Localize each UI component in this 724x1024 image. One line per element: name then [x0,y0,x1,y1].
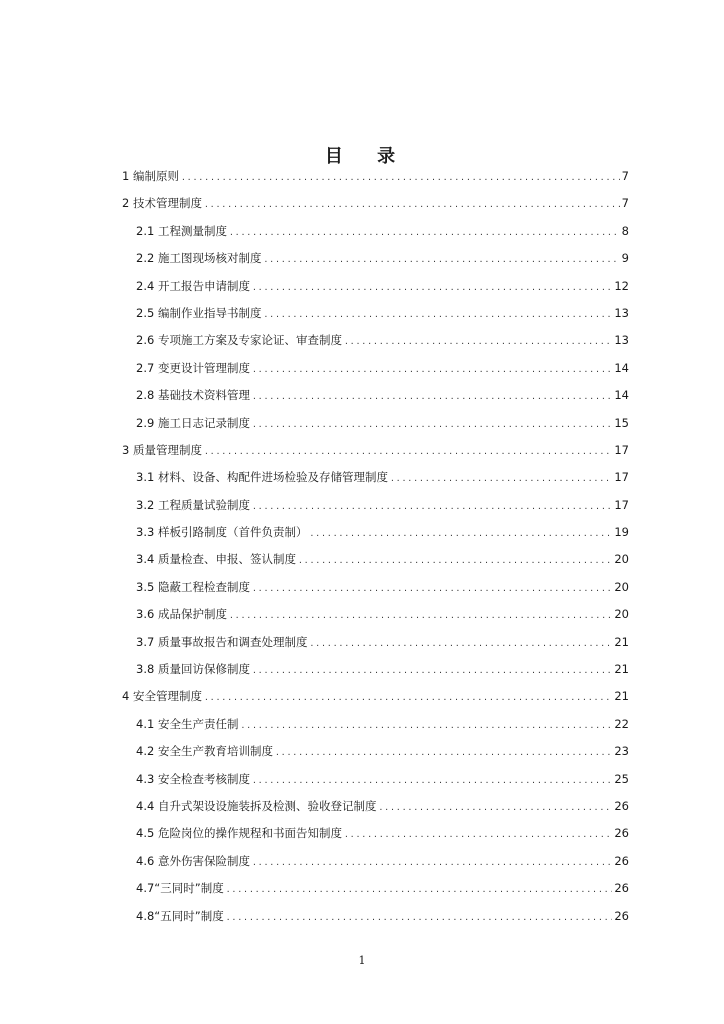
toc-entry-page: 17 [614,497,629,512]
toc-leader-dots [226,885,613,894]
toc-entry-label: 4.3 安全检查考核制度 [136,771,250,786]
toc-entry-label: 3.4 质量检查、申报、签认制度 [136,552,296,567]
toc-entry-label: 4 安全管理制度 [122,689,202,704]
toc-entry-label: 2.2 施工图现场核对制度 [136,251,262,266]
toc-entry[interactable] [122,908,629,935]
toc-entry-label: 2.8 基础技术资料管理 [136,388,250,403]
toc-entry[interactable] [122,771,629,798]
toc-entry-label: 4.1 安全生产责任制 [136,716,239,731]
toc-entry[interactable] [122,825,629,852]
toc-entry[interactable] [122,497,629,524]
toc-entry[interactable] [122,250,629,277]
toc-entry-page: 7 [621,196,629,211]
toc-leader-dots [309,639,612,648]
toc-entry-page: 26 [614,798,629,813]
toc-entry[interactable] [122,195,629,222]
toc-entry[interactable] [122,688,629,715]
toc-entry-page: 26 [614,826,629,841]
toc-leader-dots [252,584,612,593]
toc-entry[interactable] [122,661,629,688]
toc-leader-dots [240,721,612,730]
toc-entry[interactable] [122,524,629,551]
toc-entry-page: 26 [614,881,629,896]
toc-entry-page: 20 [614,579,629,594]
toc-entry-page: 25 [614,771,629,786]
toc-entry-page: 26 [614,853,629,868]
toc-entry-label: 3 质量管理制度 [122,442,202,457]
toc-leader-dots [344,830,612,839]
toc-entry-page: 21 [614,689,629,704]
toc-leader-dots [309,529,612,538]
toc-entry-page: 17 [614,442,629,457]
toc-leader-dots [252,502,612,511]
toc-entry-label: 2.6 专项施工方案及专家论证、审查制度 [136,333,342,348]
toc-leader-dots [204,447,612,456]
toc-entry-page: 20 [614,552,629,567]
toc-entry[interactable] [122,634,629,661]
toc-entry-label: 3.1 材料、设备、构配件进场检验及存储管理制度 [136,470,388,485]
toc-entry-page: 26 [614,908,629,923]
toc-entry-page: 8 [621,223,629,238]
toc-entry[interactable] [122,332,629,359]
toc-entry-page: 20 [614,607,629,622]
toc-leader-dots [229,228,620,237]
toc-entry[interactable] [122,880,629,907]
toc-entry-label: 1 编制原则 [122,169,179,183]
toc-entry-page: 22 [614,716,629,731]
toc-leader-dots [204,200,620,209]
toc-leader-dots [252,365,612,374]
table-of-contents [122,168,629,935]
toc-entry-page: 9 [621,251,629,266]
toc-entry[interactable] [122,387,629,414]
toc-entry-label: 3.8 质量回访保修制度 [136,662,250,677]
toc-leader-dots [263,255,619,264]
toc-entry-label: 4.2 安全生产教育培训制度 [136,744,273,759]
toc-leader-dots [390,474,612,483]
toc-leader-dots [204,693,612,702]
toc-entry-label: 4.7“三同时”制度 [136,881,224,896]
toc-entry-page: 23 [614,744,629,759]
toc-entry-label: 3.7 质量事故报告和调查处理制度 [136,634,308,649]
toc-entry-page: 19 [614,525,629,540]
toc-entry-label: 3.3 样板引路制度（首件负责制） [136,525,308,540]
toc-entry-label: 3.6 成品保护制度 [136,607,227,622]
toc-entry-page: 21 [614,634,629,649]
toc-entry[interactable] [122,360,629,387]
toc-entry[interactable] [122,278,629,305]
toc-entry-page: 13 [614,305,629,320]
toc-entry-page: 21 [614,662,629,677]
toc-entry-label: 2.5 编制作业指导书制度 [136,305,262,320]
toc-entry-label: 2.9 施工日志记录制度 [136,415,250,430]
toc-entry-label: 3.2 工程质量试验制度 [136,497,250,512]
toc-entry-label: 4.6 意外伤害保险制度 [136,853,250,868]
toc-entry[interactable] [122,223,629,250]
toc-entry-label: 4.4 自升式架设设施装拆及检测、验收登记制度 [136,798,377,813]
toc-leader-dots [226,913,613,922]
page-title: 目 录 [324,146,410,167]
toc-entry[interactable] [122,579,629,606]
toc-leader-dots [298,556,612,565]
toc-entry[interactable] [122,743,629,770]
toc-entry-page: 15 [614,415,629,430]
page-number: 1 [358,954,366,967]
toc-leader-dots [252,283,612,292]
toc-entry-label: 4.8“五同时”制度 [136,908,224,923]
toc-entry-label: 4.5 危险岗位的操作规程和书面告知制度 [136,826,342,841]
toc-leader-dots [344,337,612,346]
toc-entry[interactable] [122,442,629,469]
toc-entry[interactable] [122,415,629,442]
toc-leader-dots [252,392,612,401]
toc-leader-dots [252,858,612,867]
toc-leader-dots [263,310,612,319]
toc-leader-dots [252,666,612,675]
toc-entry-page: 7 [621,169,629,183]
toc-entry-label: 3.5 隐蔽工程检查制度 [136,579,250,594]
toc-leader-dots [252,776,612,785]
toc-entry-page: 12 [614,278,629,293]
toc-leader-dots [229,611,612,620]
toc-entry-label: 2.7 变更设计管理制度 [136,360,250,375]
toc-entry[interactable] [122,716,629,743]
toc-entry[interactable] [122,606,629,633]
toc-entry-page: 14 [614,360,629,375]
toc-entry[interactable] [122,551,629,578]
toc-leader-dots [378,803,612,812]
toc-leader-dots [181,173,620,182]
toc-entry-page: 14 [614,388,629,403]
toc-entry[interactable] [122,853,629,880]
toc-leader-dots [252,420,612,429]
toc-entry[interactable] [122,305,629,332]
toc-entry[interactable] [122,469,629,496]
toc-entry[interactable] [122,168,629,195]
toc-entry-page: 13 [614,333,629,348]
toc-entry-page: 17 [614,470,629,485]
toc-leader-dots [275,748,612,757]
toc-entry-label: 2.4 开工报告申请制度 [136,278,250,293]
toc-entry-label: 2 技术管理制度 [122,196,202,211]
toc-entry[interactable] [122,798,629,825]
toc-entry-label: 2.1 工程测量制度 [136,223,227,238]
